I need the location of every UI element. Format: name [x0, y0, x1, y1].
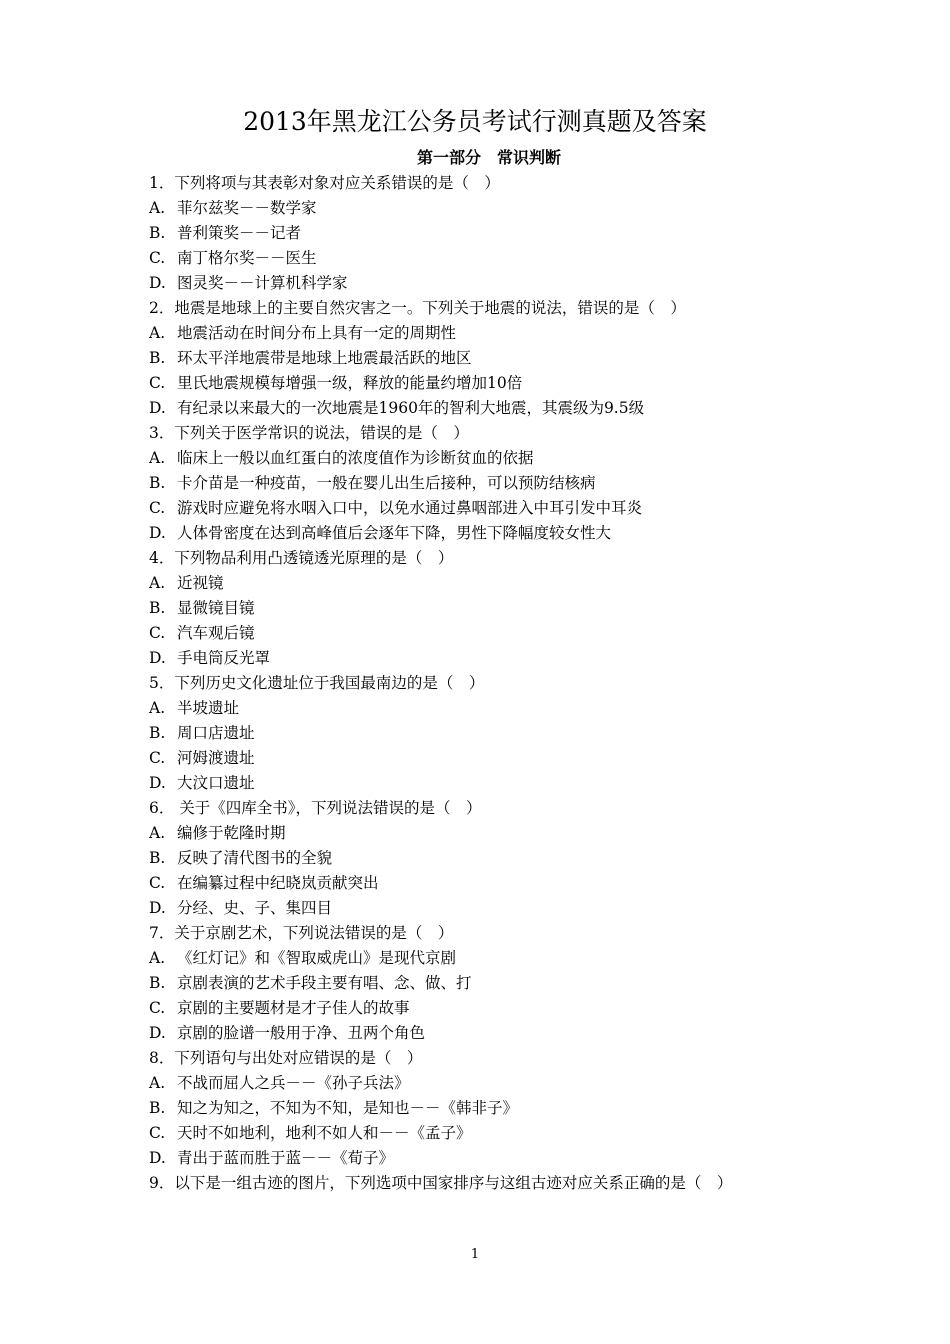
question-8 — [149, 1046, 839, 1071]
document-title: 2013年黑龙江公务员考试行测真题及答案 — [243, 107, 707, 136]
option-letter: B. — [149, 974, 166, 992]
question-number: 8． — [149, 1049, 175, 1067]
option-4-a — [149, 571, 839, 596]
question-number: 6． — [149, 799, 175, 817]
question-text: 关于《四库全书》，下列说法错误的是（ ） — [174, 799, 482, 817]
option-7-a — [149, 946, 839, 971]
option-letter: B. — [149, 349, 166, 367]
option-7-b — [149, 971, 839, 996]
option-8-a — [149, 1071, 839, 1096]
option-6-d — [149, 896, 839, 921]
question-number: 2． — [149, 299, 175, 317]
option-5-a — [149, 696, 839, 721]
option-text: 编修于乾隆时期 — [177, 824, 286, 842]
option-letter: D. — [149, 274, 166, 292]
option-3-d — [149, 521, 839, 546]
question-1 — [149, 171, 839, 196]
option-letter: D. — [149, 399, 166, 417]
option-letter: B. — [149, 1099, 166, 1117]
option-text: 汽车观后镜 — [177, 624, 255, 642]
option-letter: C. — [149, 749, 166, 767]
question-6 — [149, 796, 839, 821]
option-text: 有纪录以来最大的一次地震是1960年的智利大地震，其震级为9.5级 — [177, 399, 645, 417]
option-text: 京剧的脸谱一般用于净、丑两个角色 — [177, 1024, 426, 1042]
option-letter: D. — [149, 899, 166, 917]
option-5-d — [149, 771, 839, 796]
option-text: 分经、史、子、集四目 — [177, 899, 333, 917]
option-2-d — [149, 396, 839, 421]
option-letter: C. — [149, 249, 166, 267]
option-letter: B. — [149, 599, 166, 617]
option-text: 人体骨密度在达到高峰值后会逐年下降，男性下降幅度较女性大 — [177, 524, 612, 542]
option-text: 天时不如地利，地利不如人和－－《孟子》 — [177, 1124, 472, 1142]
option-letter: D. — [149, 1024, 166, 1042]
page-number: 1 — [470, 1247, 480, 1262]
option-text: 手电筒反光罩 — [177, 649, 271, 667]
option-2-a — [149, 321, 839, 346]
option-letter: A. — [149, 699, 166, 717]
option-letter: B. — [149, 849, 166, 867]
option-text: 菲尔兹奖－－数学家 — [177, 199, 317, 217]
question-4 — [149, 546, 839, 571]
question-text: 下列将项与其表彰对象对应关系错误的是（ ） — [174, 174, 500, 192]
question-number: 7． — [149, 924, 175, 942]
question-text: 下列历史文化遗址位于我国最南边的是（ ） — [174, 674, 485, 692]
option-text: 京剧的主要题材是才子佳人的故事 — [177, 999, 410, 1017]
option-text: 近视镜 — [177, 574, 224, 592]
option-letter: A. — [149, 199, 166, 217]
option-letter: C. — [149, 874, 166, 892]
option-text: 里氏地震规模每增强一级，释放的能量约增加10倍 — [177, 374, 523, 392]
question-text: 下列物品利用凸透镜透光原理的是（ ） — [174, 549, 454, 567]
option-letter: B. — [149, 474, 166, 492]
option-text: 河姆渡遗址 — [177, 749, 255, 767]
question-number: 3． — [149, 424, 175, 442]
option-text: 图灵奖－－计算机科学家 — [177, 274, 348, 292]
option-2-c — [149, 371, 839, 396]
option-letter: A. — [149, 1074, 166, 1092]
option-4-d — [149, 646, 839, 671]
question-number: 5． — [149, 674, 175, 692]
option-text: 《红灯记》和《智取威虎山》是现代京剧 — [177, 949, 457, 967]
question-text: 地震是地球上的主要自然灾害之一。下列关于地震的说法，错误的是（ ） — [174, 299, 686, 317]
question-text: 以下是一组古迹的图片，下列选项中国家排序与这组古迹对应关系正确的是（ ） — [174, 1174, 733, 1192]
question-number: 4． — [149, 549, 175, 567]
option-text: 青出于蓝而胜于蓝－－《荀子》 — [177, 1149, 395, 1167]
option-text: 半坡遗址 — [177, 699, 240, 717]
question-7 — [149, 921, 839, 946]
question-5 — [149, 671, 839, 696]
question-number: 1． — [149, 174, 175, 192]
option-1-c — [149, 246, 839, 271]
option-letter: C. — [149, 624, 166, 642]
option-text: 临床上一般以血红蛋白的浓度值作为诊断贫血的依据 — [177, 449, 534, 467]
option-6-a — [149, 821, 839, 846]
option-5-b — [149, 721, 839, 746]
option-text: 周口店遗址 — [177, 724, 255, 742]
option-5-c — [149, 746, 839, 771]
option-letter: B. — [149, 724, 166, 742]
option-text: 显微镜目镜 — [177, 599, 255, 617]
option-letter: A. — [149, 324, 166, 342]
option-letter: D. — [149, 649, 166, 667]
option-text: 反映了清代图书的全貌 — [177, 849, 333, 867]
option-text: 知之为知之，不知为不知，是知也－－《韩非子》 — [177, 1099, 519, 1117]
option-letter: C. — [149, 1124, 166, 1142]
question-3 — [149, 421, 839, 446]
option-1-b — [149, 221, 839, 246]
option-letter: C. — [149, 999, 166, 1017]
option-text: 在编纂过程中纪晓岚贡献突出 — [177, 874, 379, 892]
option-7-c — [149, 996, 839, 1021]
option-3-a — [149, 446, 839, 471]
option-letter: A. — [149, 949, 166, 967]
question-2 — [149, 296, 839, 321]
option-text: 不战而屈人之兵－－《孙子兵法》 — [177, 1074, 410, 1092]
option-letter: A. — [149, 574, 166, 592]
option-text: 京剧表演的艺术手段主要有唱、念、做、打 — [177, 974, 472, 992]
option-text: 普利策奖－－记者 — [177, 224, 302, 242]
option-8-d — [149, 1146, 839, 1171]
option-text: 地震活动在时间分布上具有一定的周期性 — [177, 324, 457, 342]
option-8-c — [149, 1121, 839, 1146]
question-number: 9． — [149, 1174, 175, 1192]
option-text: 南丁格尔奖－－医生 — [177, 249, 317, 267]
question-list — [149, 171, 839, 1196]
question-text: 下列语句与出处对应错误的是（ ） — [174, 1049, 423, 1067]
option-text: 环太平洋地震带是地球上地震最活跃的地区 — [177, 349, 472, 367]
option-2-b — [149, 346, 839, 371]
question-text: 关于京剧艺术，下列说法错误的是（ ） — [174, 924, 454, 942]
option-4-b — [149, 596, 839, 621]
option-letter: D. — [149, 1149, 166, 1167]
question-text: 下列关于医学常识的说法，错误的是（ ） — [174, 424, 469, 442]
option-1-a — [149, 196, 839, 221]
option-letter: A. — [149, 824, 166, 842]
option-4-c — [149, 621, 839, 646]
option-1-d — [149, 271, 839, 296]
option-3-b — [149, 471, 839, 496]
option-6-c — [149, 871, 839, 896]
option-letter: C. — [149, 499, 166, 517]
option-letter: A. — [149, 449, 166, 467]
option-3-c — [149, 496, 839, 521]
option-8-b — [149, 1096, 839, 1121]
option-letter: D. — [149, 524, 166, 542]
option-letter: D. — [149, 774, 166, 792]
option-text: 游戏时应避免将水咽入口中，以免水通过鼻咽部进入中耳引发中耳炎 — [177, 499, 643, 517]
option-text: 卡介苗是一种疫苗，一般在婴儿出生后接种，可以预防结核病 — [177, 474, 596, 492]
question-9 — [149, 1171, 839, 1196]
option-7-d — [149, 1021, 839, 1046]
option-letter: C. — [149, 374, 166, 392]
section-title: 第一部分 常识判断 — [416, 148, 561, 167]
option-6-b — [149, 846, 839, 871]
option-text: 大汶口遗址 — [177, 774, 255, 792]
option-letter: B. — [149, 224, 166, 242]
